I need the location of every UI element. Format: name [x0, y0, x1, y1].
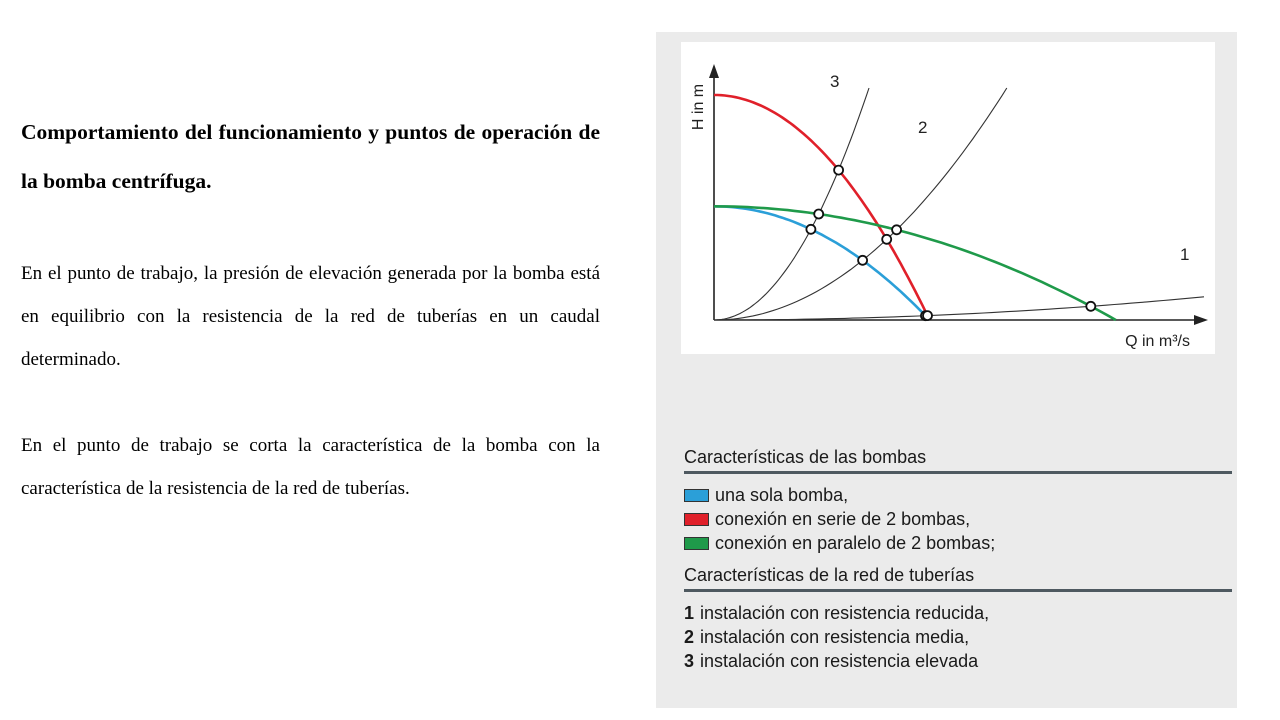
legend-divider	[684, 471, 1232, 474]
legend-item-network-3	[684, 649, 1232, 673]
legend-label: una sola bomba,	[715, 485, 849, 505]
legend-label: instalación con resistencia elevada	[700, 651, 979, 671]
legend-label: instalación con resistencia media,	[700, 627, 970, 647]
operating-point	[1086, 302, 1095, 311]
legend-item-network-2	[684, 625, 1232, 649]
blue-swatch	[684, 489, 709, 502]
y-axis-label: H in m	[690, 83, 707, 131]
operating-point	[882, 235, 891, 244]
chart-background	[681, 42, 1215, 354]
x-axis-label: Q in m³/s	[1125, 333, 1190, 350]
system-curve-label: 3	[830, 72, 840, 91]
system-curve-label: 2	[918, 118, 928, 137]
legend-label: conexión en paralelo de 2 bombas;	[715, 533, 996, 553]
legend	[684, 444, 1232, 673]
operating-point	[814, 210, 823, 219]
operating-point	[892, 225, 901, 234]
green-swatch	[684, 537, 709, 550]
legend-pumps-title: Características de las bombas	[684, 447, 927, 467]
legend-divider	[684, 589, 1232, 592]
legend-label: instalación con resistencia reducida,	[700, 603, 990, 623]
legend-network-title: Características de la red de tuberías	[684, 565, 975, 585]
paragraph-2: En el punto de trabajo se corta la característica de la bomba con la característica de la resistencia de la red de tuberías.	[21, 435, 600, 499]
operating-point	[858, 256, 867, 265]
legend-number: 3	[684, 651, 695, 671]
operating-point	[834, 166, 843, 175]
pump-chart	[656, 32, 1237, 362]
figure-panel	[656, 32, 1237, 708]
legend-item-parallel	[684, 531, 1232, 555]
legend-item-series	[684, 507, 1232, 531]
red-swatch	[684, 513, 709, 526]
legend-number: 2	[684, 627, 695, 647]
operating-point	[806, 225, 815, 234]
legend-item-single-pump	[684, 483, 1232, 507]
paragraph-1: En el punto de trabajo, la presión de elevación generada por la bomba está en equilibrio con la resistencia de la red de tuberías en un caudal determinado.	[21, 263, 600, 370]
legend-label: conexión en serie de 2 bombas,	[715, 509, 971, 529]
legend-number: 1	[684, 603, 695, 623]
legend-item-network-1	[684, 601, 1232, 625]
heading: Comportamiento del funcionamiento y puntos de operación de la bomba centrífuga.	[21, 120, 600, 193]
operating-point	[923, 311, 932, 320]
text-column	[21, 108, 600, 510]
system-curve-label: 1	[1180, 245, 1190, 264]
